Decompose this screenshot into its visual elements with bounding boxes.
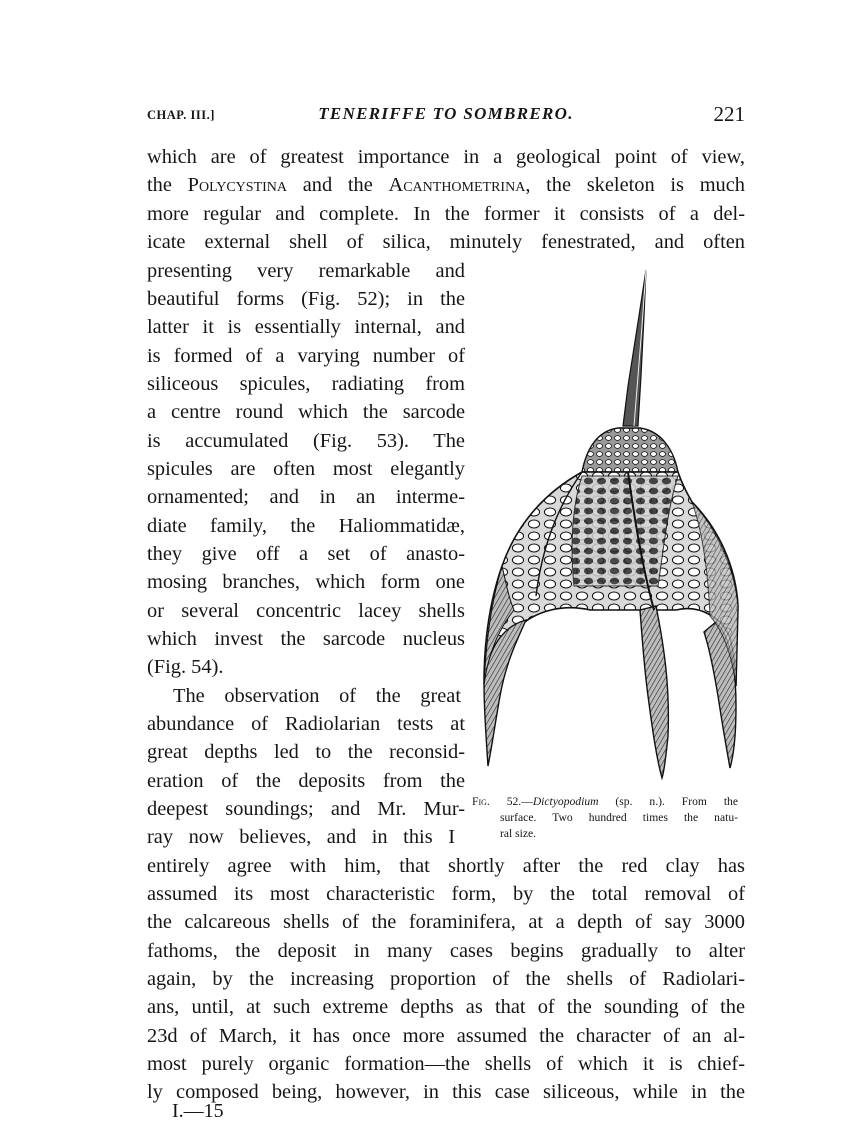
text-line: most purely organic formation—the shells of which it is chief-: [147, 1053, 745, 1075]
text-line: deepest soundings; and Mr. Mur-: [147, 798, 465, 820]
caption-fig-label: Fig. 52.—: [472, 795, 533, 808]
page-number: 221: [713, 102, 745, 126]
text-line: ly composed being, however, in this case siliceous, while in the: [147, 1081, 745, 1103]
chapter-label: CHAP. III.]: [147, 108, 215, 122]
text-line: ans, until, at such extreme depths as that of the sounding of the: [147, 996, 745, 1018]
text-line: a centre round which the sarcode: [147, 401, 465, 423]
text-line: is accumulated (Fig. 53). The: [147, 430, 465, 452]
text-line: which are of greatest importance in a geological point of view,: [147, 146, 745, 168]
caption-line: ral size.: [500, 827, 537, 840]
dictyopodium-illustration: [478, 266, 742, 790]
caption-species: Dictyopodium: [532, 795, 599, 808]
text-line: again, by the increasing proportion of the shells of Radiolari-: [147, 968, 745, 990]
running-header: [147, 102, 745, 128]
text-line: icate external shell of silica, minutely fenestrated, and often: [147, 231, 745, 253]
text-line: mosing branches, which form one: [147, 571, 465, 593]
text-line: diate family, the Haliommatidæ,: [147, 515, 465, 537]
term-polycystina: Polycystina: [187, 174, 288, 196]
text-line: or several concentric lacey shells: [147, 600, 465, 622]
text-line: more regular and complete. In the former it consists of a del-: [147, 203, 745, 225]
text-line: presenting very remarkable and: [147, 260, 465, 282]
text-line: assumed its most characteristic form, by the total removal of: [147, 883, 745, 905]
signature-mark: I.—15: [172, 1100, 224, 1122]
text-line: entirely agree with him, that shortly after the red clay has: [147, 855, 745, 877]
text-line: siliceous spicules, radiating from: [147, 373, 465, 395]
text-line: great depths led to the reconsid-: [147, 741, 465, 763]
caption-line: surface. Two hundred times the natu-: [500, 811, 738, 824]
text-line: which invest the sarcode nucleus: [147, 628, 465, 650]
text-line: spicules are often most elegantly: [147, 458, 465, 480]
text-line: 23d of March, it has once more assumed the character of an al-: [147, 1025, 745, 1047]
term-acanthometrina: Acanthometrina: [388, 174, 526, 196]
text-line: ornamented; and in an interme-: [147, 486, 465, 508]
text-line: abundance of Radiolarian tests at: [147, 713, 465, 735]
text-line: the calcareous shells of the foraminifera, at a depth of say 3000: [147, 911, 745, 933]
caption-line: Fig. 52.—Dictyopodium (sp. n.). From the: [472, 795, 739, 808]
text-line: The observation of the great: [173, 685, 461, 707]
text-line: they give off a set of anasto-: [147, 543, 465, 565]
text-line: beautiful forms (Fig. 52); in the: [147, 288, 465, 310]
text-line: is formed of a varying number of: [147, 345, 465, 367]
text-line: the Polycystina and the Acanthometrina, the skeleton is much: [147, 174, 745, 196]
text-line: eration of the deposits from the: [147, 770, 465, 792]
running-title: TENERIFFE TO SOMBRERO.: [318, 104, 574, 123]
text-line: latter it is essentially internal, and: [147, 316, 465, 338]
text-line: (Fig. 54).: [147, 656, 224, 678]
figure-caption: [472, 794, 738, 842]
text-line: fathoms, the deposit in many cases begins gradually to alter: [147, 940, 745, 962]
text-line: ray now believes, and in this I: [147, 826, 455, 848]
